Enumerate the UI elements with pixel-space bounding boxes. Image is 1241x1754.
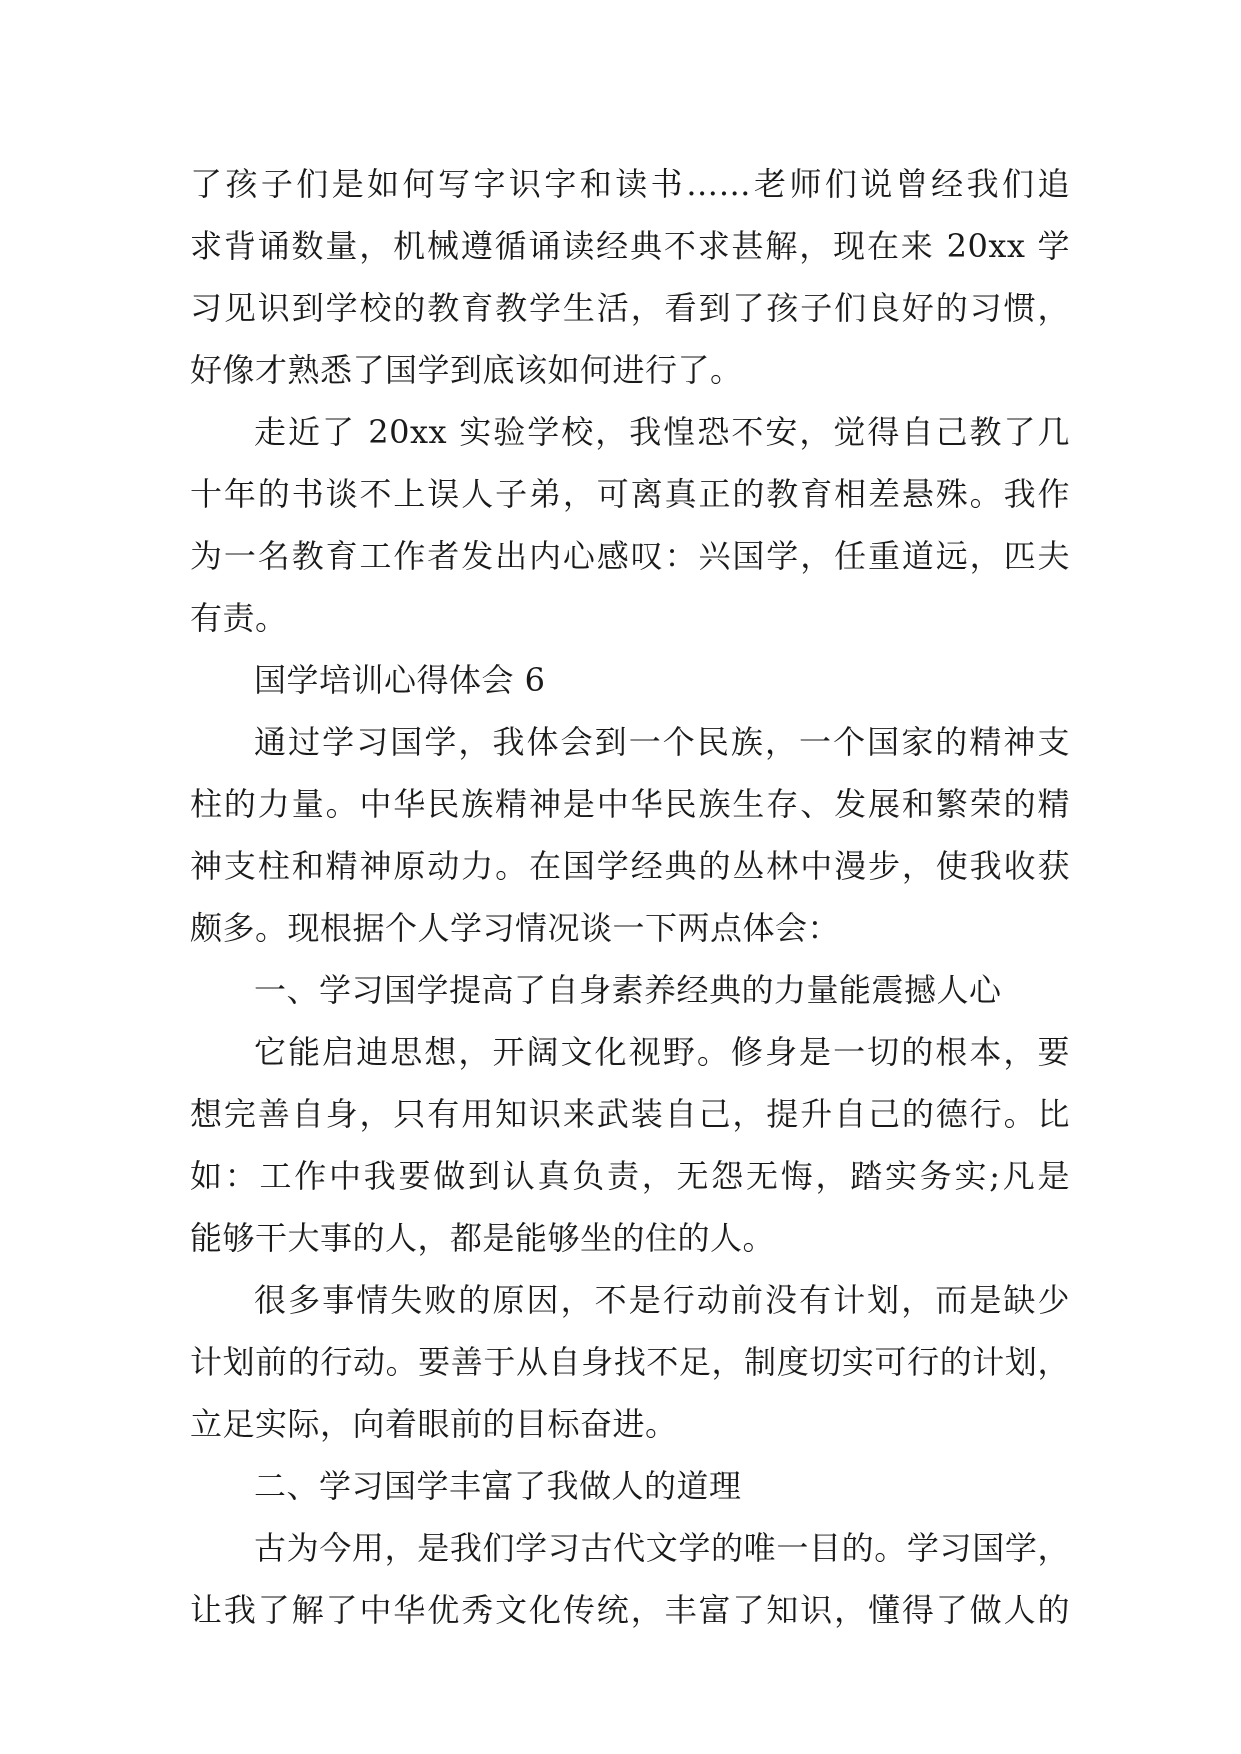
subheading-2: 二、学习国学丰富了我做人的道理 [254,1467,742,1505]
text-line-7: 为一名教育工作者发出内心感叹：兴国学，任重道远，匹夫 [190,537,1070,575]
text-line-18: 能够干大事的人，都是能够坐的住的人。 [190,1219,776,1257]
text-line-17: 如：工作中我要做到认真负责，无怨无悔，踏实务实;凡是 [190,1157,1070,1195]
text-line-20: 计划前的行动。要善于从自身找不足，制度切实可行的计划， [190,1343,1070,1381]
text-line-23: 古为今用，是我们学习古代文学的唯一目的。学习国学， [254,1529,1070,1567]
text-line-5: 走近了 20xx 实验学校，我惶恐不安，觉得自己教了几 [254,413,1070,451]
text-line-13: 颇多。现根据个人学习情况谈一下两点体会： [190,909,841,947]
text-line-10: 通过学习国学，我体会到一个民族，一个国家的精神支 [254,723,1070,761]
text-line-3: 习见识到学校的教育教学生活，看到了孩子们良好的习惯， [190,289,1070,327]
text-line-6: 十年的书谈不上误人子弟，可离真正的教育相差悬殊。我作 [190,475,1070,513]
text-line-19: 很多事情失败的原因，不是行动前没有计划，而是缺少 [254,1281,1070,1319]
section-heading: 国学培训心得体会 6 [254,661,546,699]
text-line-8: 有责。 [190,599,288,637]
text-line-21: 立足实际，向着眼前的目标奋进。 [190,1405,678,1443]
text-line-4: 好像才熟悉了国学到底该如何进行了。 [190,351,743,389]
text-line-12: 神支柱和精神原动力。在国学经典的丛林中漫步，使我收获 [190,847,1070,885]
text-line-24: 让我了解了中华优秀文化传统，丰富了知识，懂得了做人的 [190,1591,1070,1629]
subheading-1: 一、学习国学提高了自身素养经典的力量能震撼人心 [254,971,1002,1009]
text-line-2: 求背诵数量，机械遵循诵读经典不求甚解，现在来 20xx 学 [190,227,1070,265]
text-line-1: 了孩子们是如何写字识字和读书……老师们说曾经我们追 [190,165,1070,203]
text-line-16: 想完善自身，只有用知识来武装自己，提升自己的德行。比 [190,1095,1070,1133]
text-line-15: 它能启迪思想，开阔文化视野。修身是一切的根本，要 [254,1033,1070,1071]
text-line-11: 柱的力量。中华民族精神是中华民族生存、发展和繁荣的精 [190,785,1070,823]
